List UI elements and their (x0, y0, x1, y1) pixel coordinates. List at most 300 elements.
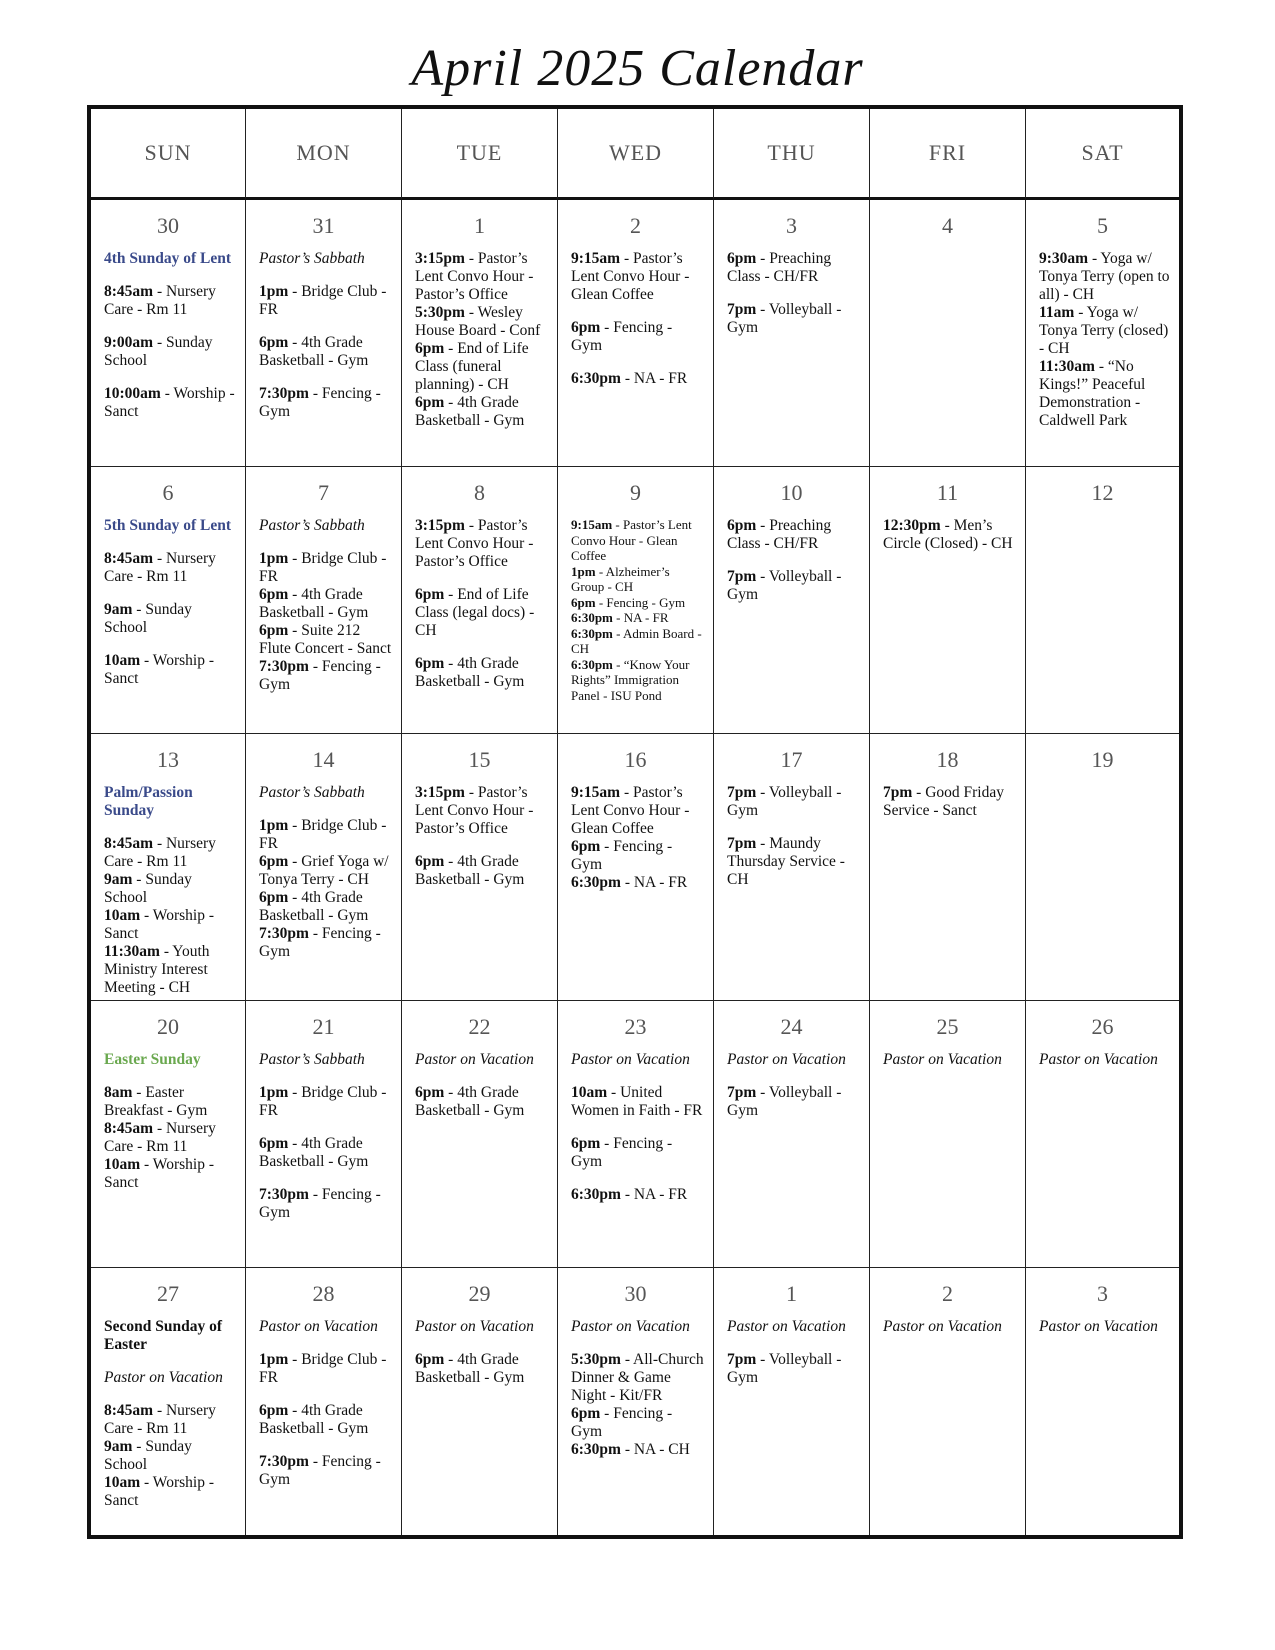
event-time: 3:15pm (415, 250, 465, 267)
event-time: 9:15am (571, 517, 613, 532)
day-number: 28 (312, 1281, 335, 1306)
calendar-title: April 2025 Calendar (411, 40, 864, 97)
event-item (104, 550, 237, 586)
event-item (259, 658, 393, 694)
event-group (415, 250, 549, 430)
event-time: 7:30pm (259, 925, 309, 942)
day-cell (91, 734, 246, 1001)
event-group (571, 1186, 705, 1204)
day-content (883, 517, 1017, 553)
event-desc: - Fencing - Gym (571, 1135, 673, 1170)
event-item (104, 385, 237, 421)
day-content (104, 250, 237, 421)
day-content (727, 517, 861, 604)
day-cell (402, 467, 558, 734)
event-time: 6pm (727, 250, 757, 267)
event-desc: - Fencing - Gym (571, 319, 673, 354)
day-cell (402, 734, 558, 1001)
event-desc: - Grief Yoga w/ Tonya Terry - CH (259, 853, 389, 888)
day-cell (246, 1001, 402, 1268)
event-desc: - Worship - Sanct (104, 907, 214, 942)
event-desc: - 4th Grade Basketball - Gym (415, 655, 525, 690)
day-content (104, 517, 237, 688)
event-time: 8:45am (104, 283, 154, 300)
event-desc: - NA - FR (620, 1186, 688, 1203)
day-cell (1026, 467, 1179, 734)
event-item (1039, 358, 1171, 430)
event-item (727, 250, 861, 286)
day-number: 14 (312, 747, 335, 772)
event-time: 9am (104, 871, 133, 888)
day-content (883, 1051, 1017, 1069)
day-content (415, 250, 549, 430)
day-content (259, 517, 393, 694)
event-time: 8:45am (104, 1402, 154, 1419)
day-number: 26 (1091, 1014, 1114, 1039)
event-item (259, 385, 393, 421)
event-desc: - Preaching Class - CH/FR (727, 250, 832, 285)
event-time: 6pm (259, 1135, 289, 1152)
event-desc: - Bridge Club - FR (259, 817, 387, 852)
day-content (415, 1318, 549, 1387)
event-desc: - Pastor’s Lent Convo Hour - Glean Coffee (571, 784, 690, 837)
day-content (415, 517, 549, 691)
event-item (415, 1084, 549, 1120)
weekday-header: TUE (402, 109, 558, 200)
day-content (571, 1051, 705, 1204)
day-cell (558, 467, 714, 734)
event-group (571, 319, 705, 355)
event-item (415, 517, 549, 571)
day-number: 5 (1097, 213, 1108, 238)
day-note: Pastor on Vacation (1039, 1318, 1158, 1335)
event-group (104, 1402, 237, 1510)
day-number: 31 (312, 213, 335, 238)
day-number: 22 (468, 1014, 491, 1039)
event-time: 11:30am (1039, 358, 1095, 375)
event-time: 10:00am (104, 385, 161, 402)
event-desc: - Bridge Club - FR (259, 1084, 387, 1119)
event-item (259, 550, 393, 586)
day-cell (1026, 1001, 1179, 1268)
event-time: 6pm (259, 853, 289, 870)
event-desc: - Suite 212 Flute Concert - Sanct (259, 622, 392, 657)
event-item (571, 250, 705, 304)
event-time: 8:45am (104, 1120, 154, 1137)
event-item (259, 925, 393, 961)
event-item (259, 1135, 393, 1171)
event-time: 6:30pm (571, 1441, 621, 1458)
event-time: 6:30pm (571, 1186, 621, 1203)
event-item (571, 370, 705, 388)
day-number: 16 (624, 747, 647, 772)
event-desc: - Fencing - Gym (259, 925, 381, 960)
day-cell (558, 1268, 714, 1535)
event-group (104, 334, 237, 370)
day-number: 2 (942, 1281, 953, 1306)
day-cell (870, 1001, 1026, 1268)
event-desc: - Bridge Club - FR (259, 550, 387, 585)
day-note: Second Sunday of Easter (104, 1318, 223, 1353)
event-time: 10am (104, 907, 141, 924)
event-group (104, 550, 237, 586)
event-group (415, 784, 549, 838)
weekday-header: SAT (1026, 109, 1179, 200)
day-cell (1026, 200, 1179, 467)
event-desc: - Easter Breakfast - Gym (104, 1084, 208, 1119)
event-desc: - Men’s Circle (Closed) - CH (883, 517, 1013, 552)
day-cell (714, 1268, 870, 1535)
event-group (415, 1351, 549, 1387)
day-note: Pastor’s Sabbath (259, 1051, 365, 1068)
event-time: 6pm (571, 1405, 601, 1422)
event-group (727, 517, 861, 553)
event-item (104, 871, 237, 907)
event-time: 3:15pm (415, 784, 465, 801)
day-note: Pastor on Vacation (883, 1318, 1002, 1335)
event-item (571, 1351, 705, 1405)
event-group (259, 283, 393, 319)
day-number: 18 (936, 747, 959, 772)
day-cell (91, 1001, 246, 1268)
event-item (104, 1120, 237, 1156)
event-item (727, 1084, 861, 1120)
weekday-header: WED (558, 109, 714, 200)
day-number: 8 (474, 480, 485, 505)
event-item (571, 319, 705, 355)
event-item (571, 1135, 705, 1171)
event-desc: - Nursery Care - Rm 11 (104, 283, 216, 318)
event-time: 5:30pm (415, 304, 465, 321)
event-group (259, 1453, 393, 1489)
event-time: 9am (104, 1438, 133, 1455)
event-group (104, 835, 237, 997)
event-time: 6pm (415, 340, 445, 357)
event-group (883, 784, 1017, 820)
event-desc: - Sunday School (104, 1438, 192, 1473)
event-desc: - Pastor’s Lent Convo Hour - Pastor’s Office (415, 517, 534, 570)
day-note: Pastor on Vacation (727, 1318, 846, 1335)
day-cell (246, 1268, 402, 1535)
event-group (104, 1084, 237, 1192)
event-item (571, 1084, 705, 1120)
event-group (259, 1084, 393, 1120)
event-time: 6:30pm (571, 625, 613, 641)
day-cell (558, 734, 714, 1001)
event-time: 6pm (259, 622, 289, 639)
event-group (727, 784, 861, 820)
event-desc: - Bridge Club - FR (259, 283, 387, 318)
event-item (259, 853, 393, 889)
event-item (104, 835, 237, 871)
event-desc: - Volleyball - Gym (727, 1084, 842, 1119)
event-group (727, 568, 861, 604)
event-item (571, 595, 705, 611)
event-desc: - End of Life Class (legal docs) - CH (415, 586, 535, 639)
day-cell (870, 1268, 1026, 1535)
event-time: 6pm (415, 655, 445, 672)
event-group (883, 517, 1017, 553)
event-item (259, 1186, 393, 1222)
event-item (727, 568, 861, 604)
event-item (259, 283, 393, 319)
day-note: Pastor’s Sabbath (259, 250, 365, 267)
event-time: 9:15am (571, 250, 621, 267)
event-item (727, 1351, 861, 1387)
event-time: 6pm (415, 394, 445, 411)
day-content (727, 250, 861, 337)
event-desc: - Nursery Care - Rm 11 (104, 1120, 216, 1155)
event-time: 6pm (727, 517, 757, 534)
event-group (571, 517, 705, 703)
event-desc: - 4th Grade Basketball - Gym (259, 1402, 369, 1437)
day-content (883, 1318, 1017, 1336)
event-desc: - 4th Grade Basketball - Gym (259, 889, 369, 924)
day-number: 13 (157, 747, 179, 772)
event-time: 6pm (259, 334, 289, 351)
day-content (727, 784, 861, 889)
event-item (571, 657, 705, 704)
event-item (415, 784, 549, 838)
event-item (415, 853, 549, 889)
day-note: Pastor on Vacation (1039, 1051, 1158, 1068)
event-time: 9:00am (104, 334, 154, 351)
day-number: 30 (624, 1281, 647, 1306)
day-cell (91, 200, 246, 467)
event-item (883, 517, 1017, 553)
event-group (415, 655, 549, 691)
day-cell (246, 467, 402, 734)
event-time: 9:15am (571, 784, 621, 801)
event-item (259, 1453, 393, 1489)
event-desc: - Alzheimer’s Group - CH (571, 563, 670, 594)
event-item (571, 564, 705, 595)
event-time: 1pm (259, 1351, 289, 1368)
event-desc: - “Know Your Rights” Immigration Panel - ISU Pond (571, 656, 690, 703)
day-note: Pastor on Vacation (571, 1318, 690, 1335)
event-time: 11am (1039, 304, 1075, 321)
day-cell (402, 1268, 558, 1535)
weekday-header: THU (714, 109, 870, 200)
event-time: 1pm (259, 1084, 289, 1101)
event-group (104, 283, 237, 319)
day-number: 10 (780, 480, 803, 505)
day-number: 17 (780, 747, 803, 772)
event-desc: - Sunday School (104, 871, 192, 906)
event-group (571, 784, 705, 892)
event-item (571, 626, 705, 657)
event-desc: - 4th Grade Basketball - Gym (415, 1351, 525, 1386)
day-note: Pastor’s Sabbath (259, 517, 365, 534)
day-note: Palm/Passion Sunday (104, 784, 193, 819)
event-group (259, 1351, 393, 1387)
event-item (104, 943, 237, 997)
day-number: 6 (162, 480, 174, 505)
day-number: 21 (312, 1014, 335, 1039)
day-note: Pastor on Vacation (883, 1051, 1002, 1068)
event-item (259, 1084, 393, 1120)
day-cell (870, 467, 1026, 734)
event-item (727, 784, 861, 820)
event-desc: - NA - FR (612, 610, 669, 625)
event-item (727, 517, 861, 553)
event-group (571, 370, 705, 388)
event-desc: - Fencing - Gym (259, 658, 381, 693)
event-desc: - Volleyball - Gym (727, 1351, 842, 1386)
event-time: 7pm (727, 301, 757, 318)
event-item (104, 283, 237, 319)
event-item (259, 817, 393, 853)
event-group (415, 586, 549, 640)
day-cell (558, 200, 714, 467)
event-item (104, 1474, 237, 1510)
event-desc: - Bridge Club - FR (259, 1351, 387, 1386)
event-time: 10am (104, 1156, 141, 1173)
day-number: 29 (468, 1281, 491, 1306)
event-item (727, 301, 861, 337)
event-item (415, 394, 549, 430)
event-desc: - Youth Ministry Interest Meeting - CH (104, 943, 210, 996)
event-group (259, 550, 393, 694)
event-time: 6:30pm (571, 874, 621, 891)
event-item (259, 1402, 393, 1438)
day-cell (246, 200, 402, 467)
event-desc: - Volleyball - Gym (727, 784, 842, 819)
event-item (104, 907, 237, 943)
day-content (415, 784, 549, 889)
day-content (1039, 250, 1171, 430)
event-time: 7pm (727, 1351, 757, 1368)
weekday-header: FRI (870, 109, 1026, 200)
event-desc: - Sunday School (104, 601, 192, 636)
day-cell (558, 1001, 714, 1268)
event-group (727, 1084, 861, 1120)
event-desc: - Nursery Care - Rm 11 (104, 835, 216, 870)
event-desc: - Worship - Sanct (104, 652, 214, 687)
day-content (883, 784, 1017, 820)
event-time: 6:30pm (571, 656, 613, 672)
event-desc: - Worship - Sanct (104, 385, 235, 420)
event-desc: - United Women in Faith - FR (571, 1084, 703, 1119)
weekday-header: SUN (91, 109, 246, 200)
event-time: 6pm (415, 1084, 445, 1101)
event-item (104, 1084, 237, 1120)
day-content (727, 1051, 861, 1120)
event-item (104, 652, 237, 688)
event-time: 7pm (727, 835, 757, 852)
event-desc: - 4th Grade Basketball - Gym (415, 1084, 525, 1119)
event-item (259, 889, 393, 925)
day-number: 1 (474, 213, 485, 238)
event-desc: - Wesley House Board - Conf (415, 304, 541, 339)
day-cell (870, 734, 1026, 1001)
event-time: 6pm (259, 889, 289, 906)
day-number: 20 (157, 1014, 179, 1039)
day-number: 27 (157, 1281, 179, 1306)
weekday-header: MON (246, 109, 402, 200)
event-item (259, 1351, 393, 1387)
day-note: Pastor on Vacation (727, 1051, 846, 1068)
day-cell (402, 200, 558, 467)
event-group (727, 250, 861, 286)
day-cell (91, 467, 246, 734)
event-desc: - Worship - Sanct (104, 1156, 214, 1191)
event-desc: - 4th Grade Basketball - Gym (415, 394, 525, 429)
event-group (104, 652, 237, 688)
event-time: 7:30pm (259, 1186, 309, 1203)
event-group (571, 1135, 705, 1171)
day-content (259, 1318, 393, 1489)
event-group (259, 1402, 393, 1438)
event-group (415, 853, 549, 889)
event-desc: - Fencing - Gym (571, 838, 673, 873)
event-item (259, 622, 393, 658)
day-note: 5th Sunday of Lent (104, 517, 232, 534)
event-time: 6pm (571, 838, 601, 855)
event-desc: - Pastor’s Lent Convo Hour - Glean Coffee (571, 517, 692, 563)
event-item (1039, 250, 1171, 304)
event-time: 6pm (571, 594, 596, 610)
day-number: 19 (1091, 747, 1114, 772)
event-time: 6pm (259, 1402, 289, 1419)
event-time: 6:30pm (571, 370, 621, 387)
day-number: 9 (630, 480, 641, 505)
day-content (104, 1318, 237, 1510)
day-cell (714, 467, 870, 734)
day-content (259, 784, 393, 961)
event-time: 6:30pm (571, 610, 613, 625)
event-desc: - Pastor’s Lent Convo Hour - Glean Coffee (571, 250, 690, 303)
event-desc: - Fencing - Gym (259, 1186, 381, 1221)
event-item (571, 1441, 705, 1459)
event-item (259, 334, 393, 370)
day-cell (714, 1001, 870, 1268)
event-desc: - Pastor’s Lent Convo Hour - Pastor’s Office (415, 250, 534, 303)
event-desc: - Pastor’s Lent Convo Hour - Pastor’s Office (415, 784, 534, 837)
event-item (571, 1186, 705, 1204)
event-time: 3:15pm (415, 517, 465, 534)
event-group (415, 517, 549, 571)
day-cell (402, 1001, 558, 1268)
event-desc: - Maundy Thursday Service - CH (727, 835, 845, 888)
event-time: 1pm (259, 283, 289, 300)
day-number: 30 (157, 213, 179, 238)
day-content (415, 1051, 549, 1120)
day-number: 12 (1091, 480, 1114, 505)
event-time: 8:45am (104, 835, 154, 852)
event-item (571, 784, 705, 838)
day-cell (714, 734, 870, 1001)
day-note: 4th Sunday of Lent (104, 250, 232, 267)
day-cell (714, 200, 870, 467)
event-desc: - Yoga w/ Tonya Terry (closed) - CH (1039, 304, 1169, 357)
event-desc: - Good Friday Service - Sanct (883, 784, 1004, 819)
day-number: 24 (780, 1014, 803, 1039)
event-desc: - NA - CH (620, 1441, 690, 1458)
event-group (104, 601, 237, 637)
event-group (727, 301, 861, 337)
event-time: 7pm (883, 784, 913, 801)
event-group (415, 1084, 549, 1120)
event-desc: - Volleyball - Gym (727, 301, 842, 336)
event-time: 10am (104, 652, 141, 669)
day-number: 3 (1097, 1281, 1108, 1306)
event-item (727, 835, 861, 889)
day-content (1039, 1051, 1171, 1069)
event-desc: - Fencing - Gym (595, 594, 686, 610)
event-time: 1pm (259, 817, 289, 834)
event-desc: - 4th Grade Basketball - Gym (259, 334, 369, 369)
